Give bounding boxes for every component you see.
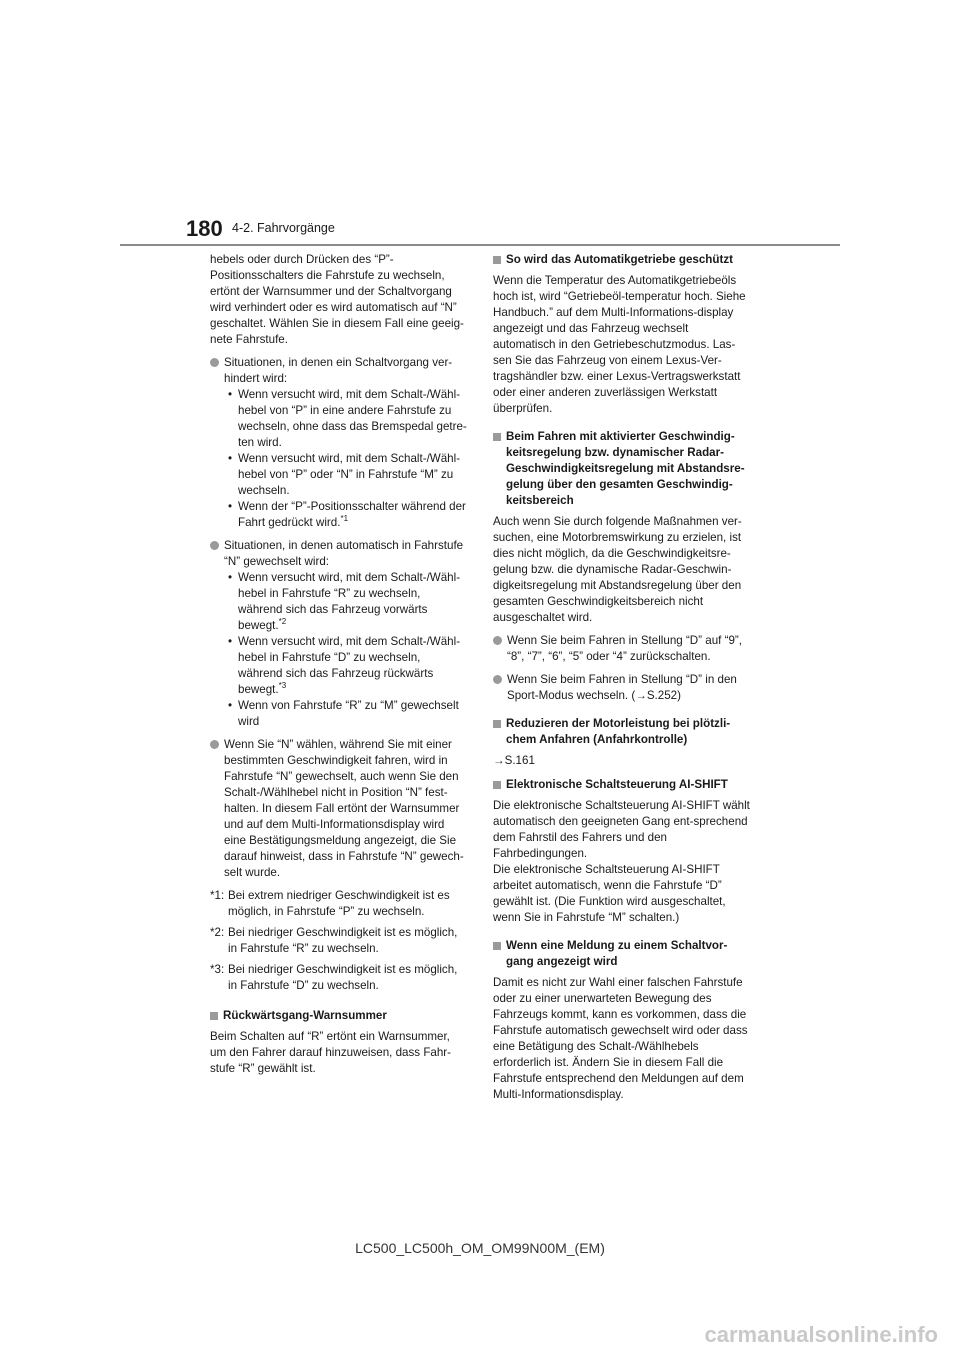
paragraph: Damit es nicht zur Wahl einer falschen Fahrstufe oder zu einer unerwarteten Bewegung des Fahrzeugs kommt, kann es vorkommen, dass die Fahrstufe automatisch gewechselt wird oder dass eine Betätigung des Schalt-/Wählhebels erforderlich ist. Ändern Sie in diesem Fall die Fahrstufe entsprechend den Meldungen auf dem Multi-Informationsdisplay. bbox=[493, 976, 748, 1101]
square-bullet-icon bbox=[210, 1012, 218, 1020]
section-heading bbox=[493, 938, 751, 970]
bullet-text: Wenn Sie beim Fahren in Stellung “D” in den Sport-Modus wechseln. (→S.252) bbox=[507, 673, 737, 702]
footnote-ref: *1 bbox=[340, 514, 349, 524]
header-divider bbox=[120, 244, 840, 246]
heading-text: So wird das Automatikgetriebe geschützt bbox=[506, 253, 733, 266]
list-item-text: Wenn der “P”-Positionsschalter während der Fahrt gedrückt wird. bbox=[238, 500, 466, 529]
heading-text: Elektronische Schaltsteuerung AI-SHIFT bbox=[506, 778, 728, 791]
footnote-ref: *2 bbox=[278, 617, 287, 627]
bullet-dot-icon bbox=[210, 541, 219, 550]
bullet-dot-icon bbox=[493, 675, 502, 684]
list-item-text: Wenn versucht wird, mit dem Schalt-/Wähl-hebel von “P” oder “N” in Fahrstufe “M” zu wechseln. bbox=[238, 452, 461, 497]
footnote bbox=[210, 925, 468, 957]
page-number: 180 bbox=[186, 216, 223, 241]
bullet-title: Situationen, in denen automatisch in Fahrstufe “N” gewechselt wird: bbox=[224, 539, 464, 568]
section-heading bbox=[210, 1008, 468, 1024]
section-title: 4-2. Fahrvorgänge bbox=[232, 221, 335, 235]
bullet-text: Wenn Sie beim Fahren in Stellung “D” auf “9”, “8”, “7”, “6”, “5” oder “4” zurückschalten. bbox=[507, 634, 742, 663]
bullet-dot-icon bbox=[210, 358, 219, 367]
footnote-text: Bei niedriger Geschwindigkeit ist es möglich, in Fahrstufe “R” zu wechseln. bbox=[228, 926, 458, 955]
square-bullet-icon bbox=[493, 720, 501, 728]
heading-text: Wenn eine Meldung zu einem Schaltvor-gang angezeigt wird bbox=[506, 939, 728, 968]
bullet-dot-icon bbox=[493, 636, 502, 645]
footnote-mark: *3: bbox=[210, 963, 225, 976]
page-reference: →S.161 bbox=[493, 754, 535, 767]
footnote bbox=[210, 888, 468, 920]
paragraph: Auch wenn Sie durch folgende Maßnahmen ver-suchen, eine Motorbremswirkung zu erzielen, ist dies nicht möglich, da die Geschwindigkeitsre-gelung bzw. die dynamische Radar-Geschwin-digkeitsregelung mit Abstandsregelung über den gesamten Geschwindigkeitsbereich nicht ausgeschaltet wird. bbox=[493, 515, 742, 624]
heading-text: Rückwärtsgang-Warnsummer bbox=[223, 1009, 387, 1022]
footnote-ref: *3 bbox=[278, 681, 287, 691]
bullet-auto-neutral bbox=[210, 538, 468, 730]
footnote-mark: *2: bbox=[210, 926, 225, 939]
bullet-title: Situationen, in denen ein Schaltvorgang ver-hindert wird: bbox=[224, 356, 453, 385]
heading-text: Beim Fahren mit aktivierter Geschwindig-keitsregelung bzw. dynamischer Radar-Geschwindigkeitsregelung mit Abstandsre-gelung über den gesamten Geschwindig-keitsbereich bbox=[506, 430, 745, 507]
watermark: carmanualsonline.info bbox=[704, 1322, 938, 1347]
paragraph: Die elektronische Schaltsteuerung AI-SHIFT wählt automatisch den geeigneten Gang ent-sprechend dem Fahrstil des Fahrers und den Fahrbedingungen. bbox=[493, 799, 750, 860]
bullet-sport-mode bbox=[493, 672, 751, 704]
bullet-neutral-selected bbox=[210, 737, 468, 881]
paragraph: Die elektronische Schaltsteuerung AI-SHIFT arbeitet automatisch, wenn die Fahrstufe “D” gewählt ist. (Die Funktion wird ausgeschaltet, wenn Sie in Fahrstufe “M” schalten.) bbox=[493, 863, 726, 924]
footnote-mark: *1: bbox=[210, 889, 225, 902]
intro-paragraph: hebels oder durch Drücken des “P”-Positionsschalters die Fahrstufe zu wechseln, ertönt der Warnsummer und der Schaltvorgang wird verhindert oder es wird automatisch auf “N” geschaltet. Wählen Sie in diesem Fall eine geeig-nete Fahrstufe. bbox=[210, 253, 464, 346]
section-heading bbox=[493, 716, 751, 748]
bullet-shift-prevented bbox=[210, 355, 468, 531]
list-item: • Wenn versucht wird, mit dem Schalt-/Wähl-hebel von “P” oder “N” in Fahrstufe “M” zu wechseln. bbox=[228, 452, 461, 497]
section-heading bbox=[493, 429, 751, 509]
list-item-text: Wenn versucht wird, mit dem Schalt-/Wähl-hebel von “P” in eine andere Fahrstufe zu wechseln, ohne dass das Bremspedal getre-ten wird. bbox=[238, 388, 467, 449]
left-column bbox=[210, 252, 468, 1084]
document-id: LC500_LC500h_OM_OM99N00M_(EM) bbox=[355, 1240, 605, 1256]
heading-text: Reduzieren der Motorleistung bei plötzli-chem Anfahren (Anfahrkontrolle) bbox=[506, 717, 731, 746]
list-item: • Wenn der “P”-Positionsschalter während der Fahrt gedrückt wird.$^{*1}$ bbox=[228, 500, 466, 529]
square-bullet-icon bbox=[493, 256, 501, 264]
square-bullet-icon bbox=[493, 942, 501, 950]
list-item-text: Wenn versucht wird, mit dem Schalt-/Wähl-hebel in Fahrstufe “R” zu wechseln, während sich das Fahrzeug vorwärts bewegt. bbox=[238, 571, 461, 632]
bullet-text: Wenn Sie “N” wählen, während Sie mit einer bestimmten Geschwindigkeit fahren, wird in Fahrstufe “N” gewechselt, auch wenn Sie den Schalt-/Wählhebel nicht in Position “N” fest-halten. In diesem Fall ertönt der Warnsummer und auf dem Multi-Informationsdisplay wird eine Bestätigungsmeldung angezeigt, die Sie darauf hinweist, dass in Fahrstufe “N” gewech-selt wurde. bbox=[224, 738, 464, 879]
right-column bbox=[493, 252, 751, 1110]
square-bullet-icon bbox=[493, 433, 501, 441]
section-heading bbox=[493, 777, 751, 793]
reverse-warning-text: Beim Schalten auf “R” ertönt ein Warnsummer, um den Fahrer darauf hinzuweisen, dass Fahr-stufe “R” gewählt ist. bbox=[210, 1030, 452, 1075]
bullet-downshift bbox=[493, 633, 751, 665]
bullet-dot-icon bbox=[210, 740, 219, 749]
list-item-text: Wenn versucht wird, mit dem Schalt-/Wähl-hebel in Fahrstufe “D” zu wechseln, während sich das Fahrzeug rückwärts bewegt. bbox=[238, 635, 461, 696]
paragraph: Wenn die Temperatur des Automatikgetriebeöls hoch ist, wird “Getriebeöl-temperatur hoch. Siehe Handbuch.” auf dem Multi-Informations-display angezeigt und das Fahrzeug wechselt automatisch in den Getriebeschutzmodus. Las-sen Sie das Fahrzeug von einem Lexus-Ver-tragshändler bzw. einer Lexus-Vertragswerkstatt oder einer anderen zuverlässigen Werkstatt überprüfen. bbox=[493, 274, 746, 415]
footnote-text: Bei niedriger Geschwindigkeit ist es möglich, in Fahrstufe “D” zu wechseln. bbox=[228, 963, 458, 992]
list-item: • Wenn von Fahrstufe “R” zu “M” gewechselt wird bbox=[228, 699, 459, 728]
list-item: • Wenn versucht wird, mit dem Schalt-/Wähl-hebel in Fahrstufe “D” zu wechseln, während sich das Fahrzeug rückwärts bewegt.$^{*3}$ bbox=[228, 635, 461, 696]
list-item-text: Wenn von Fahrstufe “R” zu “M” gewechselt wird bbox=[238, 699, 459, 728]
square-bullet-icon bbox=[493, 781, 501, 789]
list-item: • Wenn versucht wird, mit dem Schalt-/Wähl-hebel von “P” in eine andere Fahrstufe zu wechseln, ohne dass das Bremspedal getre-ten wird. bbox=[228, 388, 467, 449]
list-item: • Wenn versucht wird, mit dem Schalt-/Wähl-hebel in Fahrstufe “R” zu wechseln, während sich das Fahrzeug vorwärts bewegt.$^{*2}$ bbox=[228, 571, 461, 632]
section-heading bbox=[493, 252, 751, 268]
footnote-text: Bei extrem niedriger Geschwindigkeit ist es möglich, in Fahrstufe “P” zu wechseln. bbox=[228, 889, 450, 918]
footnote bbox=[210, 962, 468, 994]
